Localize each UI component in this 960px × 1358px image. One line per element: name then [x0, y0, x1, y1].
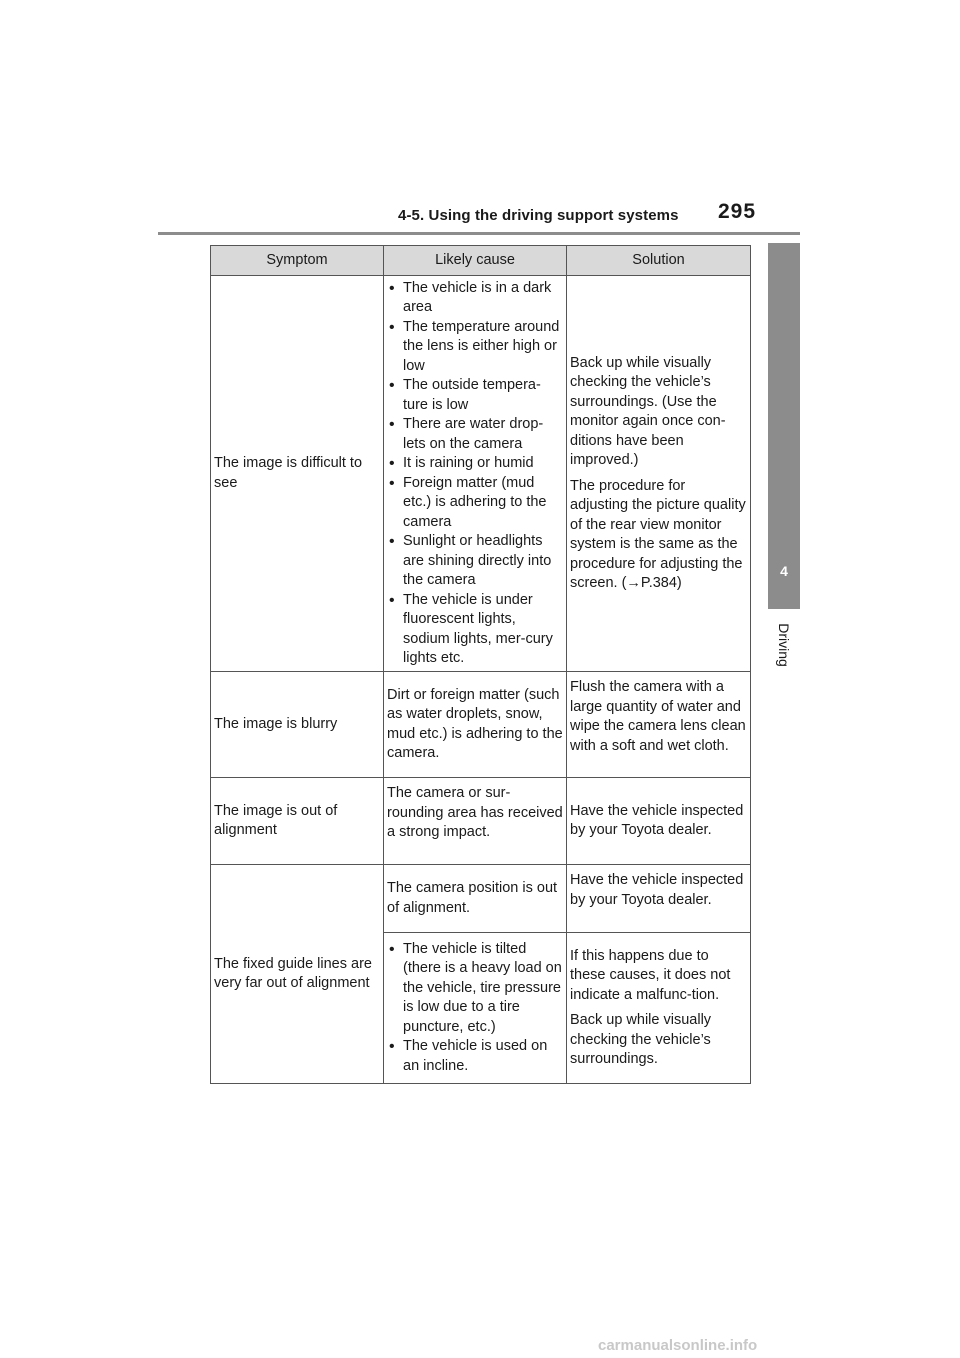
chapter-tab [768, 243, 800, 609]
cause-item: • It is raining or humid [387, 454, 563, 474]
section-title: 4-5. Using the driving support systems [398, 207, 679, 224]
column-header-likely-cause: Likely cause [384, 246, 567, 276]
cause-list [387, 940, 563, 1077]
page-number: 295 [718, 200, 757, 223]
table-header-row [211, 246, 751, 276]
table-row [211, 778, 751, 865]
watermark: carmanualsonline.info [598, 1337, 758, 1354]
cause-item: • Foreign matter (mud etc.) is adhering to the camera [387, 474, 563, 533]
chapter-name: Driving [776, 623, 792, 667]
chapter-number: 4 [780, 563, 788, 579]
solution-cell [567, 933, 751, 1084]
cause-cell [384, 276, 567, 672]
solution-paragraph: The procedure for adjusting the picture quality of the rear view monitor system is the same as the procedure for adjusting the screen. (→P.384) [570, 477, 746, 591]
cause-item: • The vehicle is tilted (there is a heavy load on the vehicle, tire pressure is low due to a tire puncture, etc.) [387, 940, 563, 1038]
symptom-cell: The fixed guide lines are very far out of alignment [211, 865, 384, 1084]
cause-list [387, 279, 563, 669]
solution-cell: Have the vehicle inspected by your Toyota dealer. [567, 778, 751, 865]
column-header-symptom: Symptom [211, 246, 384, 276]
symptom-cell: The image is out of alignment [211, 778, 384, 865]
cause-cell: Dirt or foreign matter (such as water droplets, snow, mud etc.) is adhering to the camera. [384, 672, 567, 778]
solution-paragraph: Back up while visually checking the vehicle’s surroundings. [570, 1012, 712, 1067]
troubleshooting-table [210, 245, 751, 1084]
solution-cell: Have the vehicle inspected by your Toyota dealer. [567, 865, 751, 933]
symptom-cell: The image is difficult to see [211, 276, 384, 672]
cause-item: • The vehicle is in a dark area [387, 279, 563, 318]
cause-cell [384, 933, 567, 1084]
solution-paragraph: If this happens due to these causes, it does not indicate a malfunc-tion. [570, 947, 731, 1003]
table-row [211, 865, 751, 933]
cause-item: • The temperature around the lens is either high or low [387, 318, 563, 377]
solution-cell: Flush the camera with a large quantity of water and wipe the camera lens clean with a soft and wet cloth. [567, 672, 751, 778]
cause-item: • There are water drop-lets on the camera [387, 415, 563, 454]
cause-item: • The vehicle is under fluorescent lights, sodium lights, mer-cury lights etc. [387, 591, 563, 669]
header-divider [158, 232, 800, 235]
table-row [211, 276, 751, 672]
cause-cell: The camera position is out of alignment. [384, 865, 567, 933]
table-row [211, 672, 751, 778]
cause-cell: The camera or sur-rounding area has received a strong impact. [384, 778, 567, 865]
symptom-cell: The image is blurry [211, 672, 384, 778]
solution-paragraph: Back up while visually checking the vehicle’s surroundings. (Use the monitor again once con-ditions have been improved.) [570, 354, 726, 468]
cause-item: • The outside tempera-ture is low [387, 376, 563, 415]
cause-item: • The vehicle is used on an incline. [387, 1037, 563, 1076]
solution-cell [567, 276, 751, 672]
column-header-solution: Solution [567, 246, 751, 276]
cause-item: • Sunlight or headlights are shining directly into the camera [387, 532, 563, 591]
